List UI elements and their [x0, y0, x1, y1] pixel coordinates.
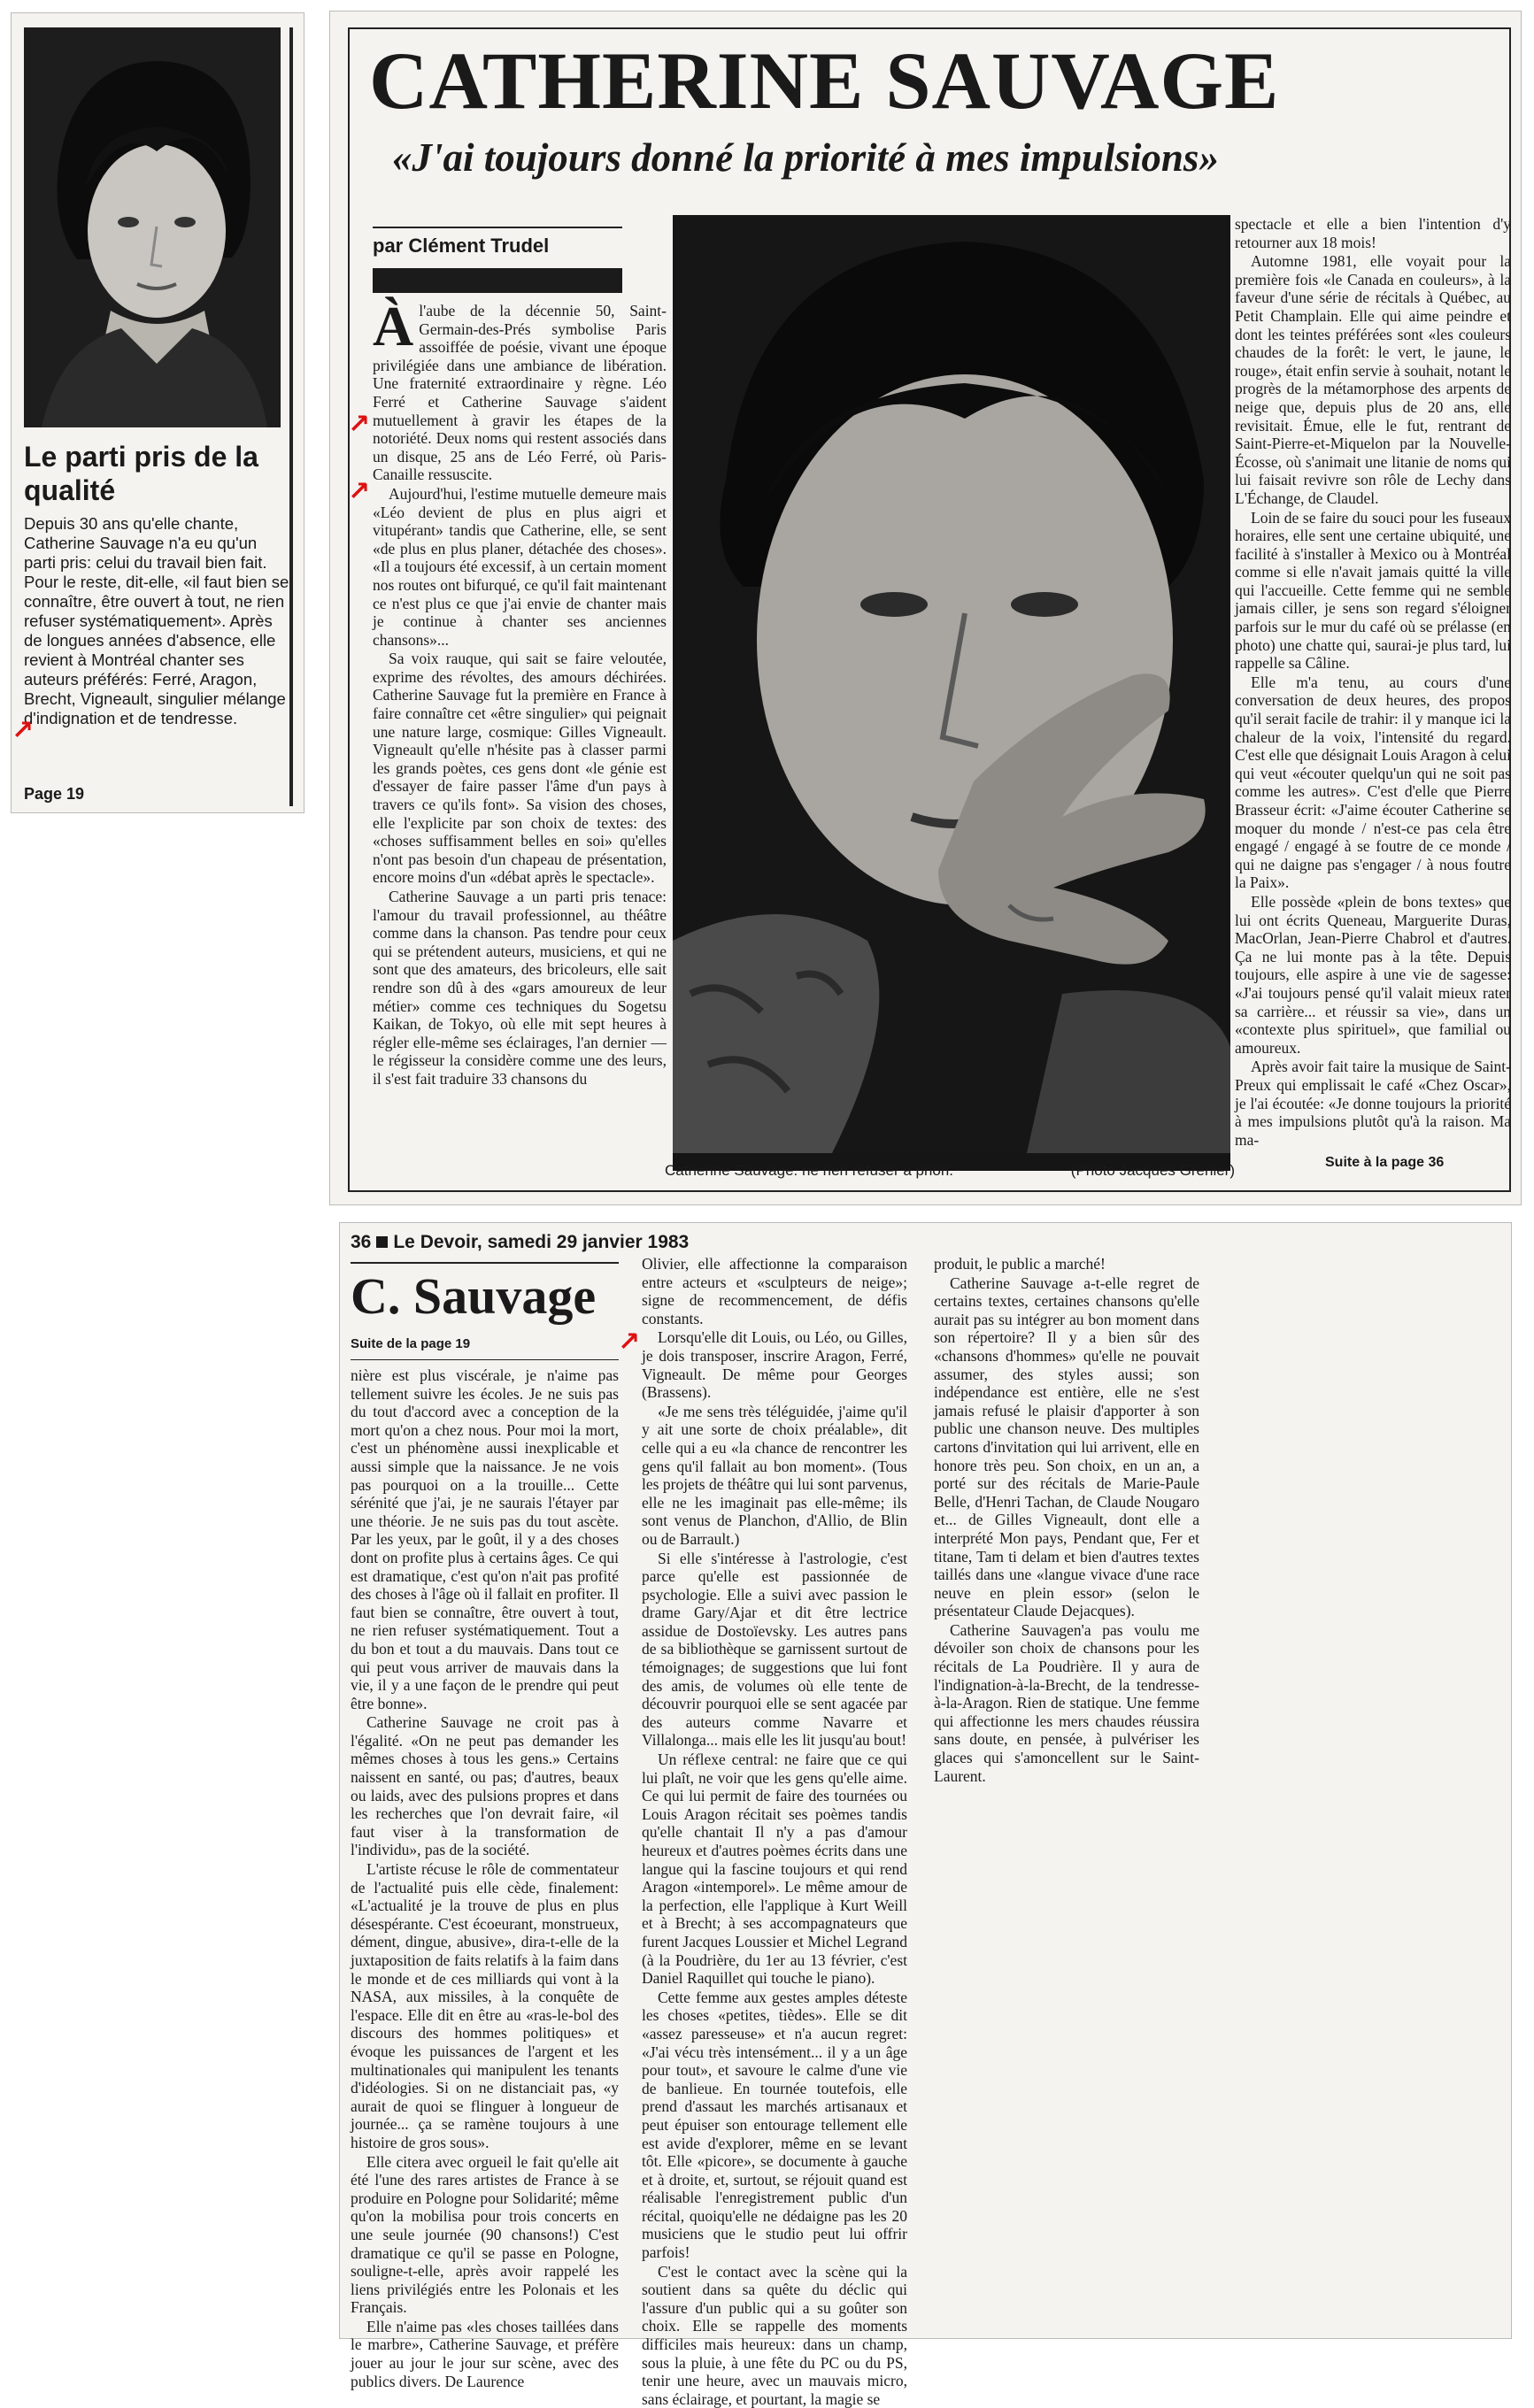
portrait-drawing: [24, 27, 281, 427]
portrait-photo: [24, 27, 281, 427]
header-rule: [351, 1262, 619, 1264]
folio-square-icon: [376, 1236, 388, 1248]
article-paragraph: Àl'aube de la décennie 50, Saint-Germain-des-Prés symbolise Paris assoiffée de poésie, vivant une époque privilégiée dans une ambiance de libération. Une fraternité extraordinaire y règne. Léo Ferré et Catherine Sauvage s'aident mutuellement à gravir les étapes de la notoriété. Deux noms qui restent associés dans un disque, 25 ans de Léo Ferré, où Paris-Canaille ressuscite.: [373, 295, 667, 484]
page-folio: [351, 1232, 689, 1253]
teaser-clipping: [11, 12, 304, 813]
article-paragraph: Sa voix rauque, qui sait se faire veloutée, exprime des révoltes, des amours déchirées. Catherine Sauvage fut la première en France à faire connaître cet «être singulier» qui peignait une nature large, cosmique: Gilles Vigneault. Vigneault qu'elle n'hésite pas à classer parmi les grands poètes, ces gens dont «le génie est d'essayer de faire passer l'âme d'un pays à travers ce qu'ils font». Sa vision des choses, elle l'explicite par son choix de textes: des «choses suffisamment belles en soi» qu'elles n'ont pas besoin d'un chapeau de présentation, encore moins d'un «débat après le spectacle».: [373, 650, 667, 887]
article-paragraph: Aujourd'hui, l'estime mutuelle demeure mais «Léo devient de plus en plus aigri et vitupérant» tandis que Catherine, elle, se sent «de plus en plus planer, détachée des choses». «Il a toujours été excessif, à un certain moment nos routes ont bifurqué, ce qu'il fait maintenant ce n'est plus ce que j'ai envie de chanter mais je continue à chanter ses anciennes chansons»...: [373, 484, 667, 649]
article-paragraph: Catherine Sauvage ne croit pas à l'égalité. «On ne peut pas demander les mêmes choses à tous les gens.» Certains naissent en santé, ou pas; d'autres, beaux ou laids, avec des pulsions propres et dans les recherches que l'on devrait faire, «il faut viser à la transformation de l'individu», pas de la société.: [351, 1713, 619, 1859]
article-paragraph: Olivier, elle affectionne la comparaison entre acteurs et «sculpteurs de neige»; signe de recommencement, de défis constants.: [642, 1255, 907, 1327]
continuation-clipping: [339, 1222, 1512, 2408]
continued-from-label: Suite de la page 19: [351, 1336, 471, 1351]
article-paragraph: produit, le public a marché!: [934, 1255, 1106, 1273]
article-paragraph: L'artiste récuse le rôle de commentateur de l'actualité puis elle cède, finalement: «L'actualité je la trouve de plus en plus désespérante. C'est écoeurant, monstrueux, dément, dingue, abusive», dira-t-elle de la juxtaposition de faits relatifs à la faim dans le monde et de ces milliards qui vont à la NASA, aux missiles, à la conquête de l'espace. Elle dit en être au «ras-le-bol des discours des hommes politiques» et évoque les puissances de l'argent et les multinationales qui manipulent les tenants d'idéologies. Si on ne distanciait pas, «y aurait de quoi se flinguer à longueur de journée... ça se ramène toujours à une histoire de gros sous».: [351, 1860, 619, 2151]
article-paragraph: Lorsqu'elle dit Louis, ou Léo, ou Gilles, je dois transposer, inscrire Aragon, Ferré, Vigneault. De même pour Georges (Brassens).: [642, 1328, 907, 1402]
continued-on-page-link[interactable]: Suite à la page 36: [1325, 1155, 1445, 1170]
article-paragraph: Automne 1981, elle voyait pour la première fois «le Canada en couleurs», à la faveur d'une série de récitals à Québec, au Petit Champlain. Elle qui aime peindre et dont les teintes préférées sont «les couleurs chaudes de la forêt: le vert, le jaune, le rouge», était enfin servie à souhait, notant le progrès de la métamorphose des arpents de neige que, depuis plus de 20 ans, elle revisitait. Émue, elle le fut, rentrant de Saint-Pierre-et-Miquelon par la Nouvelle-Écosse, où s'animait une litanie de noms qui lui faisait revivre son rôle de Lechy dans L'Échange, de Claudel.: [1235, 252, 1511, 507]
article-paragraph: «Je me sens très téléguidée, j'aime qu'il y ait une sorte de choix préalable», dit celle qui a eu «la chance de rencontrer les gens qu'il fallait au bon moment». (Tous les projets de théâtre qui lui sont parvenus, elle ne les imaginait pas elle-même; ils sont venus de Planchon, d'Allio, de Blin ou de Barrault.): [642, 1402, 907, 1548]
article-paragraph: Un réflexe central: ne faire que ce qui lui plaît, ne voir que les gens qu'elle aime. Ce qui lui permit de faire des tournées ou Louis Aragon récitait ses poèmes tandis qu'elle chantait Il n'y a pas d'amour heureux et d'autres poèmes écrits dans une langue qui la fascine toujours et qui rend Aragon «intemporel». Le même amour de la perfection, elle l'applique à Kurt Weill et à Brecht; à ses accompagnateurs que furent Jacques Loussier et Michel Legrand (à la Poudrière, du 1er au 13 février, c'est Daniel Raquillet qui touche le piano).: [642, 1750, 907, 1988]
continuation-column-1: [351, 1366, 619, 2390]
header-rule: [351, 1359, 619, 1360]
article-column-1: [373, 295, 667, 1155]
article-paragraph: Elle citera avec orgueil le fait qu'elle ait été l'une des rares artistes de France à se produire en Pologne pour Solidarité; même qu'on la mobilisa pour trois concerts en une seule journée (90 chansons!) C'est dramatique ce qu'il se passe en Pologne, souligne-t-elle, après avoir rappelé les liens privilégiés entre les Polonais et les Français.: [351, 2152, 619, 2317]
teaser-summary: Depuis 30 ans qu'elle chante, Catherine Sauvage n'a eu qu'un parti pris: celui du travail bien fait. Pour le reste, dit-elle, «il faut bien se connaître, être ouvert à tout, ne rien refuser systématiquement». Après de longues années d'absence, elle revient à Montréal chanter ses auteurs préférés: Ferré, Aragon, Brecht, Vigneault, singulier mélange d'indignation et de tendresse.: [24, 514, 289, 727]
article-title: CATHERINE SAUVAGE: [369, 35, 1280, 126]
continuation-column-3: [934, 1255, 1199, 1786]
article-paragraph: C'est le contact avec la scène qui la soutient dans sa quête du déclic qui l'assure d'un public qui a su goûter son choix. Elle se rappelle des moments difficiles mais heureux: dans un champ, sous la pluie, à une fête du PC ou du PS, tenir une heure, avec un mauvais micro, sans éclairage, et pourtant, la magie se: [642, 2262, 907, 2408]
annotation-arrow: ↗: [348, 409, 371, 440]
article-column-2: [1235, 215, 1511, 1153]
column-rule: [289, 27, 293, 806]
article-paragraph: Elle m'a tenu, au cours d'une conversation de deux heures, des propos qu'il serait facile de trahir: il y manque ici la chaleur de la voix, l'intensité du regard. C'est elle que désignait Louis Aragon à celui qui veut «écouter quelqu'un qui ne soit pas comme les autres». C'est d'elle que Pierre Brasseur écrit: «J'aime écouter Catherine se moquer du monde / n'est-ce pas cela être engagé / engagé à se foutre de ce monde / qui ne daigne pas s'engager / à nous foutre la Paix».: [1235, 673, 1511, 892]
photo-drawing: [673, 215, 1230, 1153]
continuation-title: C. Sauvage: [351, 1267, 597, 1325]
byline-rule: [373, 227, 622, 228]
caption-text: Catherine Sauvage: ne rien refuser a priori.: [665, 1162, 954, 1179]
article-photo: [673, 215, 1230, 1171]
article-paragraph: Elle possède «plein de bons textes» que lui ont écrits Queneau, Marguerite Duras, MacOrlan, Jean-Pierre Chabrol et d'autres. Ça ne lui monte pas à la tête. Depuis toujours, elle aspire à une vie de sagesse: «J'ai toujours pensé qu'il valait mieux rater sa carrière... et réussir sa vie», dans un «contexte plus spirituel», que familial ou amoureux.: [1235, 892, 1511, 1057]
article-paragraph: nière est plus viscérale, je n'aime pas tellement suivre les écoles. Je ne suis pas du tout d'accord avec a conception de la mort qu'on a chez nous. Pour moi la mort, c'est un phénomène aussi inexplicable et aussi simple que la naissance. Je ne vois pas pourquoi on a la trouille... Cette sérénité que j'ai, je ne saurais l'étayer par une théorie. Je ne suis pas du tout ascète. Par les yeux, par le goût, il y a des choses dont on profite plus à certains âges. Ce qui est dramatique, c'est qu'on n'ait pas profité des choses à l'âge où il fallait en profiter. Il faut bien se connaître, être ouvert à tout, ne rien refuser systématiquement. Tout a du bon et tout a du mauvais. Dans tout ce qui peut vous arriver de mauvais dans la vie, il y a une façon de le prendre qui peut être bonne».: [351, 1366, 619, 1712]
continuation-column-2: [642, 1255, 907, 2408]
article-paragraph: Loin de se faire du souci pour les fuseaux horaires, elle sent une certaine ubiquité, une facilité à s'installer à Mexico ou à Montréal comme si elle n'avait jamais quitté la ville qui l'accueille. Cette femme qui ne semble jamais ciller, je sens son regard s'éloigner parfois sur le mur du café où se prélasse (en photo) une chatte qui, saurai-je plus tard, lui rappelle sa Câline.: [1235, 508, 1511, 673]
folio-page-number: 36: [351, 1232, 372, 1252]
main-article-clipping: [329, 11, 1522, 1205]
teaser-headline: Le parti pris de la qualité: [24, 441, 258, 506]
article-byline: par Clément Trudel: [373, 235, 550, 257]
annotation-arrow: ↗: [348, 476, 371, 507]
article-paragraph: Catherine Sauvage a un parti pris tenace: l'amour du travail professionnel, au théâtre comme dans la chanson. Pas tendre pour ceux qui se prétendent auteurs, musiciens, et qui ne sont que des amateurs, des bricoleurs, elle sait rendre son dû à des «gars amoureux de leur métier» comme ces techniques du Sogetsu Kaikan, de Tokyo, où elle mit sept heures à régler elle-même ses éclairages, l'an dernier — le régisseur la considère comme une des leurs, il s'est fait traduire 33 chansons du: [373, 888, 667, 1088]
photo-credit: (Photo Jacques Grenier): [1070, 1162, 1235, 1179]
annotation-arrow: ↗: [12, 715, 35, 746]
article-paragraph: spectacle et elle a bien l'intention d'y retourner aux 18 mois!: [1235, 215, 1511, 251]
article-subtitle: «J'ai toujours donné la priorité à mes impulsions»: [392, 135, 1219, 180]
folio-paper-date: Le Devoir, samedi 29 janvier 1983: [393, 1232, 690, 1252]
article-paragraph: Après avoir fait taire la musique de Saint-Preux qui emplissait le café «Chez Oscar», je l'ai écoutée: «Je donne toujours la priorité à mes impulsions plutôt qu'à la raison. Ma ma-: [1235, 1058, 1511, 1149]
teaser-page-reference: Page 19: [24, 785, 85, 803]
article-paragraph: Catherine Sauvage a-t-elle regret de certains textes, certaines chansons qu'elle aurait pas su intégrer au bon moment dans son répertoire? Il y a bien sûr des «chansons d'hommes» qu'elle ne pouvait assumer, des styles aussi; son indépendance est entière, elle ne s'est jamais refusé le plaisir d'apporter à son public une chanson neuve. Des multiples cartons d'invitation qui lui arrivent, elle en honore très peu. Son choix, en un an, a porté sur des récitals de Marie-Paule Belle, d'Henri Tachan, de Claude Nougaro et... de Gilles Vigneault, dont elle a interprété Mon pays, Pendant que, Fer et titane, Tam ti delam et bien d'autres textes taillés dans une «langue vivace d'une race neuve en plein essor» (selon le présentateur Claude Dejacques).: [934, 1273, 1199, 1620]
article-paragraph: Si elle s'intéresse à l'astrologie, c'est parce qu'elle est passionnée de psychologie. Elle a suivi avec passion le drame Gary/Ajar et dit être lectrice assidue de Dostoïevsky. Les autres pans de sa bibliothèque se garnissent surtout de témoignages; de suggestions que lui font des amis, de volumes où elle tente de découvrir pourquoi elle se sent agacée par des auteurs comme Navarre et Villalonga... mais elle les lit jusqu'au bout!: [642, 1549, 907, 1750]
article-paragraph: Elle n'aime pas «les choses taillées dans le marbre», Catherine Sauvage, et préfère jouer au jour le jour sur scène, avec des publics divers. De Laurence: [351, 2317, 619, 2390]
article-paragraph: Cette femme aux gestes amples déteste les choses «petites, tièdes». Elle se dit «assez paresseuse» et n'a aucun regret: «J'ai vécu très intensément... il y a un âge pour tout», et savoure le calme d'une vie de banlieue. En tournée toutefois, elle prend d'assaut les marchés artisanaux et peut épuiser son entourage tellement elle est avide d'explorer, même en se levant tôt. Elle «picore», se documente à gauche et à droite, et, surtout, se réjouit quand est réalisable l'enregistrement public d'un récital, quoiqu'elle ne dédaigne pas les 20 musiciens que le studio peut lui offrir parfois!: [642, 1988, 907, 2262]
byline-bar: [373, 268, 622, 293]
drop-cap: À: [373, 295, 414, 358]
article-paragraph: Catherine Sauvagen'a pas voulu me dévoiler son choix de chansons pour les récitals de La Poudrière. Il y aura de l'indignation-à-la-Brecht, de la tendresse-à-la-Aragon. Rien de statique. Une femme qui affectionne les mers chaudes réussira sans doute, en pensée, à pulvériser les glaces qui s'amoncellent sur le Saint-Laurent.: [934, 1620, 1199, 1785]
photo-caption: [665, 1162, 1235, 1180]
annotation-arrow: ↗: [618, 1327, 641, 1358]
